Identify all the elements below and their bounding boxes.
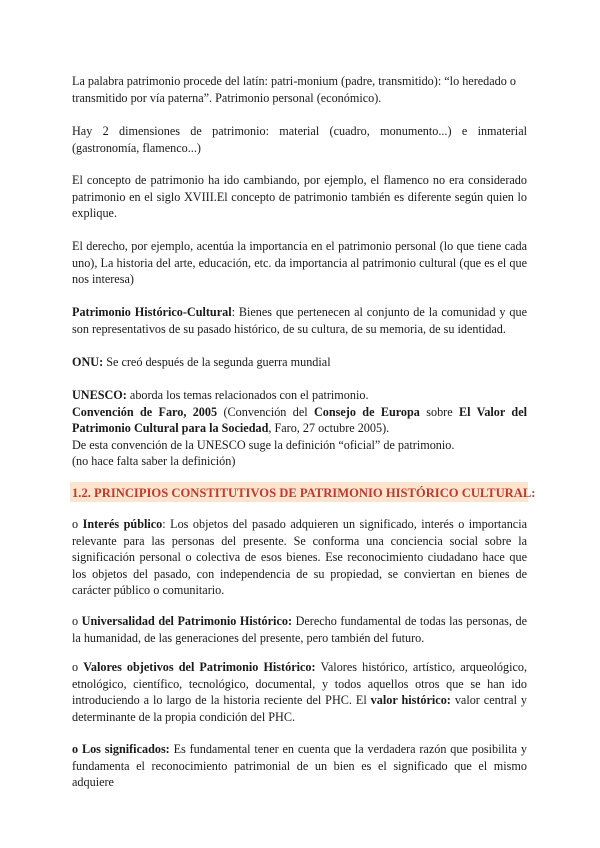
- unesco-text: aborda los temas relacionados con el patrimonio.: [126, 388, 369, 402]
- paragraph-text: : Los objetos del pasado adquieren un significado, interés o importancia relevante para las personas del presente. Se conforma una conciencia social sobre la significación personal o colectiva de esos bienes. Ese reconocimiento ciudadano hace que los objetos del pasado, con independencia de su propiedad, se conviertan en bienes de carácter público o comunitario.: [72, 517, 527, 597]
- faro-convention: [72, 404, 527, 437]
- paragraph-text: valor central y determinante de la propia condición del PHC.: [72, 693, 527, 724]
- term-phc: Patrimonio Histórico-Cultural: [72, 305, 232, 319]
- faro-text: (Convención del: [217, 404, 314, 419]
- paragraph-text: Valores histórico, artístico, arqueológico, etnológico, científico, tecnológico, documental, y todos aquellos otros que se han ido introduciendo a lo largo de la historia reciente del PHC. El: [72, 660, 528, 707]
- paragraph-text: El derecho, por ejemplo, acentúa la importancia en el patrimonio personal (lo que tiene cada uno), La historia del arte, educación, etc. da importancia al patrimonio cultural (que es el que nos interesa): [72, 239, 527, 286]
- paragraph-text: El concepto de patrimonio ha ido cambiando, por ejemplo, el flamenco no era considerado patrimonio en el siglo XVIII.El concepto de patrimonio también es diferente según quien lo explique.: [72, 173, 527, 220]
- term-valores-objetivos: Valores objetivos del Patrimonio Histórico:: [83, 660, 316, 674]
- faro-text: sobre: [419, 404, 459, 419]
- paragraph-text: : Bienes que pertenecen al conjunto de la comunidad y que son representativos de su pasado histórico, de su cultura, de su memoria, de su identidad.: [72, 305, 528, 336]
- paragraph-unesco-faro: [72, 387, 527, 470]
- bullet-marker: o: [72, 660, 84, 674]
- paragraph-law-and-art: [72, 238, 527, 288]
- unesco-line: [72, 387, 527, 404]
- paragraph-text: Es fundamental tener en cuenta que la verdadera razón que posibilita y fundamenta el reconocimiento patrimonial de un bien es el significado que el mismo adquiere: [72, 742, 528, 789]
- term-valor-historico: valor histórico:: [370, 693, 451, 707]
- paragraph-dimensions: [72, 123, 527, 156]
- principle-interes-publico: [72, 516, 527, 599]
- term-onu: ONU:: [72, 355, 104, 369]
- paragraph-text: Derecho fundamental de todas las personas, de la humanidad, de las generaciones del presente, pero también del futuro.: [72, 614, 527, 645]
- term-consejo-europa: Consejo de Europa: [313, 404, 420, 419]
- term-universalidad: Universalidad del Patrimonio Histórico:: [81, 614, 293, 628]
- term-significados: Los significados:: [81, 742, 170, 756]
- bullet-marker: o: [72, 742, 82, 756]
- paragraph-onu: [72, 354, 527, 371]
- paragraph-text: Hay 2 dimensiones de patrimonio: material (cuadro, monumento...) e inmaterial (gastronomía, flamenco...): [72, 124, 527, 155]
- paragraph-text: La palabra patrimonio procede del latín: patri-monium (padre, transmitido): “lo heredado o transmitido por vía paterna”. Patrimonio personal (económico).: [72, 74, 517, 105]
- bullet-marker: o: [72, 517, 83, 531]
- term-valor-patrimonio: El Valor del Patrimonio Cultural para la Sociedad: [72, 404, 527, 435]
- bullet-marker: o: [72, 614, 82, 628]
- term-unesco: UNESCO:: [72, 388, 127, 402]
- principle-universalidad: [72, 613, 527, 646]
- faro-text: , Faro, 27 octubre 2005).: [268, 421, 390, 435]
- paragraph-text: Se creó después de la segunda guerra mundial: [103, 355, 331, 369]
- definition-origin-line: De esta convención de la UNESCO suge la definición “oficial” de patrimonio.: [72, 437, 455, 452]
- paragraph-concept-change: [72, 172, 527, 222]
- paragraph-patrimonio-origin: [72, 73, 527, 106]
- principle-significados: [72, 741, 527, 791]
- principle-valores-objetivos: [72, 659, 527, 725]
- note-line: (no hace falta saber la definición): [72, 454, 236, 468]
- paragraph-phc-definition: [72, 304, 527, 337]
- term-interes-publico: Interés público: [82, 517, 163, 531]
- section-heading: 1.2. PRINCIPIOS CONSTITUTIVOS DE PATRIMONIO HISTÓRICO CULTURAL:: [72, 486, 536, 500]
- term-faro: Convención de Faro, 2005: [72, 404, 218, 419]
